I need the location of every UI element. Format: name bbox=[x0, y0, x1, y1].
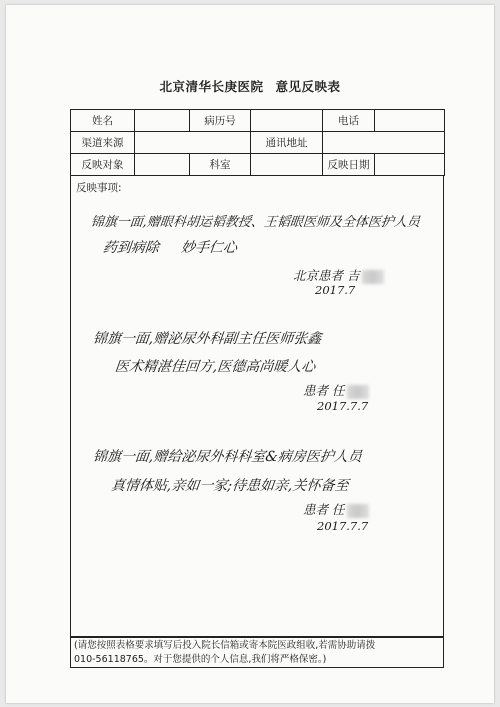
address-value[interactable] bbox=[323, 132, 445, 154]
phone-value[interactable] bbox=[375, 110, 445, 132]
entry-2-date: 2017.7.7 bbox=[317, 399, 369, 413]
form-name: 意见反映表 bbox=[275, 79, 341, 94]
name-label: 姓名 bbox=[71, 110, 135, 132]
entry-1-line-1: 锦旗一面,赠眼科胡运韬教授、王韬眼医师及全体医护人员 bbox=[90, 215, 421, 230]
redaction-mark bbox=[347, 504, 369, 518]
entry-1-line-2 bbox=[102, 237, 238, 257]
name-value[interactable] bbox=[135, 110, 190, 132]
entry-3-signer bbox=[303, 500, 369, 518]
feedback-items-label: 反映事项: bbox=[76, 182, 122, 194]
date-label: 反映日期 bbox=[323, 154, 375, 176]
entry-1-date: 2017.7 bbox=[315, 283, 356, 297]
phone-label: 电话 bbox=[323, 110, 375, 132]
date-value[interactable] bbox=[375, 154, 445, 176]
channel-label: 渠道来源 bbox=[71, 132, 135, 154]
hospital-name: 北京清华长庚医院 bbox=[159, 79, 264, 94]
entry-2-signer-text: 患者 任 bbox=[303, 383, 345, 398]
entry-1-signer-text: 北京患者 吉 bbox=[293, 268, 360, 283]
department-value[interactable] bbox=[251, 154, 323, 176]
redaction-mark bbox=[347, 385, 369, 399]
channel-value[interactable] bbox=[135, 132, 251, 154]
footer-line-2: 010-56118765。对于您提供的个人信息,我们将严格保密。) bbox=[74, 654, 327, 665]
entry-3-line-2: 真情体贴,亲如一家;待患如亲,关怀备至 bbox=[110, 478, 350, 494]
entry-1-signer bbox=[293, 266, 384, 284]
footer-line-1: (请您按照表格要求填写后投入院长信箱或寄本院医政组收,若需协助请拨 bbox=[74, 640, 376, 651]
target-value[interactable] bbox=[135, 154, 190, 176]
footer-note bbox=[70, 637, 444, 668]
entry-2-signer bbox=[303, 381, 369, 399]
entry-3-signer-text: 患者 任 bbox=[303, 502, 345, 517]
department-label: 科室 bbox=[190, 154, 251, 176]
redaction-mark bbox=[362, 270, 384, 284]
form-sheet bbox=[6, 5, 494, 703]
entry-3-line-1: 锦旗一面,赠给泌尿外科科室&病房医护人员 bbox=[92, 449, 363, 465]
record-no-label: 病历号 bbox=[190, 110, 251, 132]
info-table bbox=[70, 109, 445, 176]
entry-1-phrase-1: 药到病除 bbox=[102, 240, 160, 256]
entry-2-line-1: 锦旗一面,赠泌尿外科副主任医师张鑫 bbox=[92, 331, 323, 347]
target-label: 反映对象 bbox=[71, 154, 135, 176]
entry-2-line-2: 医术精湛佳回方,医德高尚暖人心 bbox=[114, 359, 317, 375]
address-label: 通讯地址 bbox=[251, 132, 323, 154]
record-no-value[interactable] bbox=[251, 110, 323, 132]
form-title bbox=[6, 77, 494, 95]
feedback-items-box bbox=[70, 176, 444, 637]
entry-3-date: 2017.7.7 bbox=[317, 519, 369, 533]
entry-1-phrase-2: 妙手仁心 bbox=[180, 240, 238, 256]
